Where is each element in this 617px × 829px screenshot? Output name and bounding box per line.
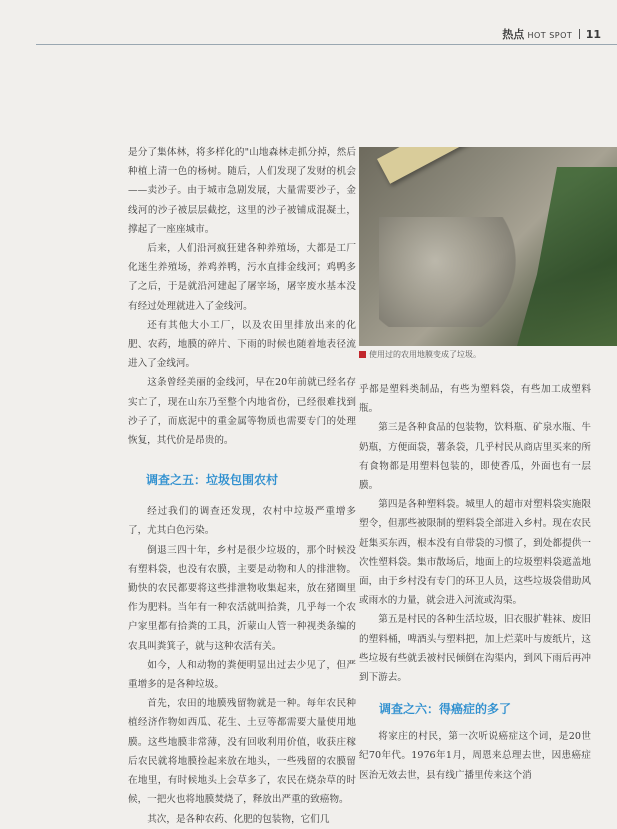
page-number: 11 [585, 28, 601, 41]
photo-caption [359, 348, 617, 362]
page-header [0, 26, 617, 42]
article-photo [359, 147, 617, 346]
paragraph: 是分了集体林，将多样化的"山地森林走抓分掉，然后种植上清一色的杨树。随后，人们发现了发财的机会——卖沙子。由于城市急剧发展，大量需要沙子，金线河的沙子被层层截挖，这里的沙子被铺成混凝土，撑起了一座座城市。 [128, 147, 356, 235]
caption-marker-icon [359, 351, 366, 358]
photo-debris [379, 217, 519, 327]
section-heading-6: 调查之六：得癌症的多了 [379, 702, 512, 717]
header-divider [579, 29, 580, 39]
header-rule [36, 44, 617, 45]
section-title-cn: 热点 [502, 28, 525, 41]
paragraph: 经过我们的调查还发现，农村中垃圾严重增多了，尤其白色污染。 [128, 506, 356, 537]
paragraph: 这条曾经美丽的金线河，早在20年前就已经名存实亡了，现在山东乃至整个内地省份，已经很难找到沙子了，而底泥中的重金属等物质也需要专门的处理恢复，其代价是昂贵的。 [128, 377, 356, 447]
photo-caption-text: 使用过的农用地膜变成了垃圾。 [369, 350, 481, 359]
paragraph: 还有其他大小工厂，以及农田里排放出来的化肥、农药，地膜的碎片、下雨的时候也随着地表径流进入了金线河。 [128, 319, 356, 370]
paragraph: 将家庄的村民，第一次听说癌症这个词，是20世纪70年代。1976年1月，周恩来总理去世，因患癌症医治无效去世，县有线广播里传来这个消 [359, 731, 591, 781]
paragraph: 首先，农田的地膜残留物就是一种。每年农民种植经济作物如西瓜、花生、土豆等都需要大量使用地膜。这些地膜非常薄，没有回收利用价值，收获庄稼后农民就将地膜捡起来放在地头，一些残留的农膜留在地里，有时候地头上会草多了，农民在烧杂草的时候，一把火也将地膜焚烧了，释放出严重的致癌物。 [128, 698, 356, 806]
paragraph: 倒退三四十年，乡村是很少垃圾的，那个时候没有塑料袋，也没有农膜，主要是动物和人的排泄物。勤快的农民都要将这些排泄物收集起来，放在猪圈里作为肥料。当年有一种农活就叫拾粪，几乎每一个农户家里都有拾粪的工具，沂蒙山人管一种视类条编的农具叫粪箕子，就与这种农活有关。 [128, 544, 356, 652]
paragraph: 第五是村民的各种生活垃圾，旧衣服扩鞋袜、废旧的塑料桶，啤酒头与塑料把，加上烂菜叶与废纸片，这些垃圾有些就丢被村民倾倒在沟渠内，到风下雨后再冲到下游去。 [359, 614, 591, 684]
left-column [128, 143, 356, 829]
photo-grass [517, 167, 617, 346]
paragraph: 第三是各种食品的包装物，饮料瓶、矿泉水瓶、牛奶瓶，方便面袋，薯条袋，几乎村民从商店里买来的所有食物都是用塑料包装的，即使香瓜，外面也有一层膜。 [359, 422, 591, 492]
paragraph: 如今，人和动物的粪便明显出过去少见了，但严重增多的是各种垃圾。 [128, 659, 356, 691]
paragraph: 第四是各种塑料袋。城里人的超市对塑料袋实施限塑令，但那些被限制的塑料袋全部进入乡村。现在农民赶集买东西，根本没有自带袋的习惯了，到处都提供一次性塑料袋。集市散场后，地面上的垃圾塑料袋遮盖地面，由于乡村没有专门的环卫人员，这些垃圾袋借助风或雨水的力量，就会进入河流或沟渠。 [359, 499, 591, 607]
paragraph: 其次，是各种农药、化肥的包装物，它们几 [147, 813, 330, 825]
right-column [359, 380, 591, 785]
photo-curb [377, 147, 487, 184]
section-tag [502, 26, 601, 42]
section-heading-5: 调查之五：垃圾包围农村 [146, 473, 279, 488]
section-title-en: HOT SPOT [527, 31, 573, 40]
paragraph: 后来，人们沿河疯狂建各种养殖场，大都是工厂化迷生养殖场，养鸡养鸭，污水直排金线河；鸡鸭多了之后，于是就沿河建起了屠宰场，屠宰废水基本没有经过处理就进入了金线河。 [128, 243, 356, 312]
paragraph: 乎都是塑料类制品，有些为塑料袋，有些加工成塑料瓶。 [359, 384, 591, 415]
